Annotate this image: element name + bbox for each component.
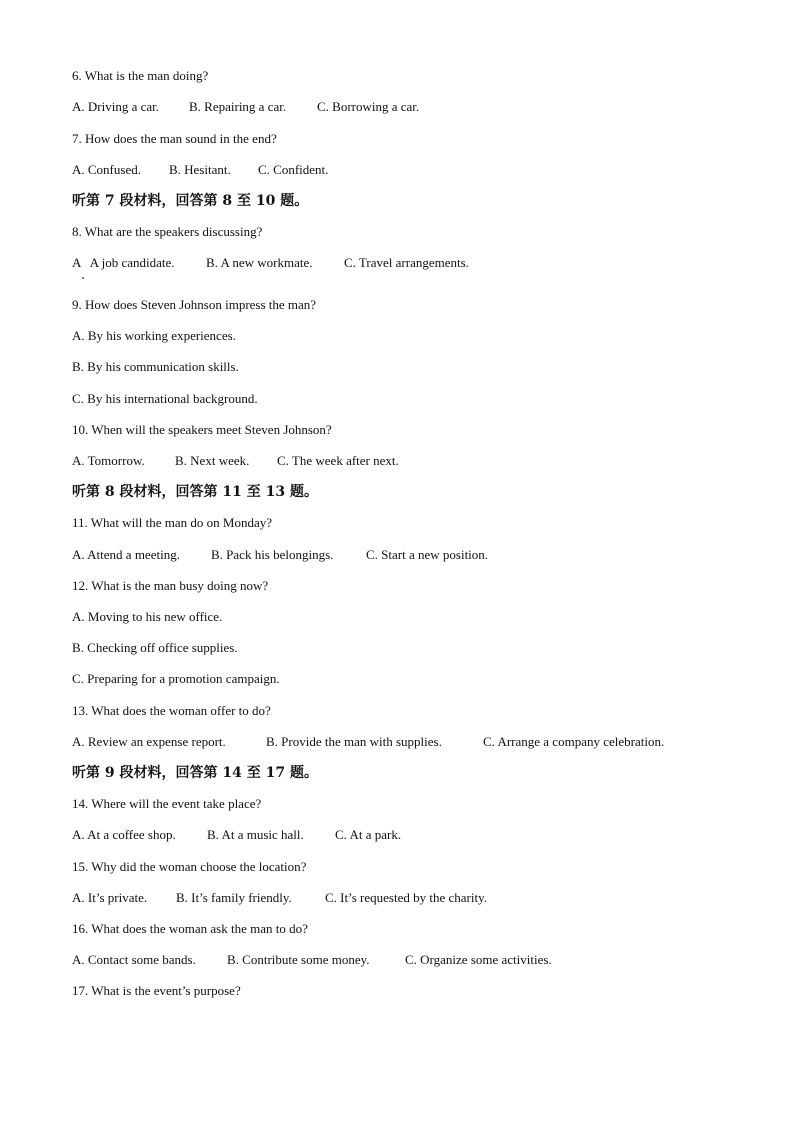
q13-option-c: C. Arrange a company celebration.	[483, 734, 665, 749]
section-heading-9: 听第 9 段材料，回答第 14 至 17 题。	[72, 765, 318, 781]
q12-option-a: A. Moving to his new office.	[72, 609, 223, 624]
q6-option-b: B. Repairing a car.	[189, 99, 287, 114]
q16-option-c: C. Organize some activities.	[405, 952, 552, 967]
q10-option-a: A. Tomorrow.	[72, 453, 145, 468]
stray-dot	[82, 277, 84, 279]
question-6: 6. What is the man doing?	[72, 68, 209, 83]
q7-option-c: C. Confident.	[258, 162, 329, 177]
q6-option-a: A. Driving a car.	[72, 99, 160, 114]
section-heading-8: 听第 8 段材料，回答第 11 至 13 题。	[72, 484, 318, 500]
q12-option-c: C. Preparing for a promotion campaign.	[72, 671, 280, 686]
question-9: 9. How does Steven Johnson impress the man?	[72, 297, 317, 312]
q7-option-b: B. Hesitant.	[169, 162, 231, 177]
question-11: 11. What will the man do on Monday?	[72, 515, 273, 530]
q11-option-c: C. Start a new position.	[366, 547, 489, 562]
question-15: 15. Why did the woman choose the location?	[72, 859, 307, 874]
q15-option-c: C. It’s requested by the charity.	[325, 890, 487, 905]
q10-option-c: C. The week after next.	[277, 453, 399, 468]
q11-option-b: B. Pack his belongings.	[211, 547, 334, 562]
question-14: 14. Where will the event take place?	[72, 796, 262, 811]
q9-option-b: B. By his communication skills.	[72, 359, 239, 374]
q15-option-a: A. It’s private.	[72, 890, 148, 905]
q14-option-b: B. At a music hall.	[207, 827, 304, 842]
question-17: 17. What is the event’s purpose?	[72, 983, 241, 998]
q14-option-a: A. At a coffee shop.	[72, 827, 176, 842]
q8-option-a: A A job candidate.	[72, 255, 175, 270]
q6-option-c: C. Borrowing a car.	[317, 99, 420, 114]
q8-option-b: B. A new workmate.	[206, 255, 313, 270]
q13-option-b: B. Provide the man with supplies.	[266, 734, 442, 749]
question-10: 10. When will the speakers meet Steven Johnson?	[72, 422, 332, 437]
q13-option-a: A. Review an expense report.	[72, 734, 226, 749]
q11-option-a: A. Attend a meeting.	[72, 547, 180, 562]
q10-option-b: B. Next week.	[175, 453, 250, 468]
question-7: 7. How does the man sound in the end?	[72, 131, 277, 146]
q15-option-b: B. It’s family friendly.	[176, 890, 292, 905]
q14-option-c: C. At a park.	[335, 827, 402, 842]
section-heading-7: 听第 7 段材料，回答第 8 至 10 题。	[72, 193, 309, 209]
q9-option-a: A. By his working experiences.	[72, 328, 236, 343]
q12-option-b: B. Checking off office supplies.	[72, 640, 238, 655]
question-8: 8. What are the speakers discussing?	[72, 224, 263, 239]
q16-option-b: B. Contribute some money.	[227, 952, 370, 967]
question-13: 13. What does the woman offer to do?	[72, 703, 271, 718]
question-12: 12. What is the man busy doing now?	[72, 578, 269, 593]
q16-option-a: A. Contact some bands.	[72, 952, 196, 967]
q7-option-a: A. Confused.	[72, 162, 141, 177]
q8-option-c: C. Travel arrangements.	[344, 255, 469, 270]
q9-option-c: C. By his international background.	[72, 391, 258, 406]
question-16: 16. What does the woman ask the man to do?	[72, 921, 308, 936]
